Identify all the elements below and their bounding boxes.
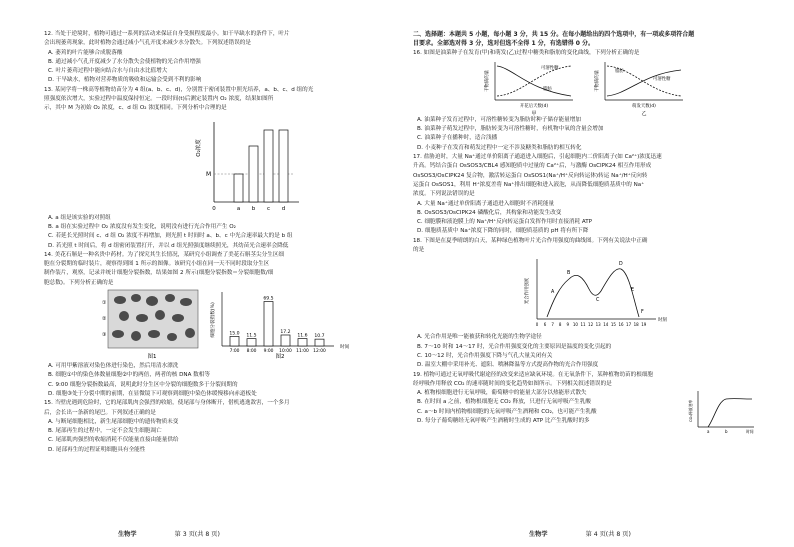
- q16-b-legend-fat: 脂肪: [615, 68, 624, 74]
- page-3-footer: [118, 529, 220, 538]
- q12-option-d: D. 干旱缺水，植物对营养物质的吸收和运输会受到不利的影响: [48, 77, 202, 84]
- q14-category-label: 7:00: [229, 349, 240, 355]
- q18-option-c: C. 10～12 时，光合作用强度下降与气孔大量关闭有关: [417, 352, 553, 359]
- q19-curve-figure: [688, 389, 760, 435]
- q18-point-d: D: [619, 262, 623, 268]
- q13-tick-b: b: [251, 205, 256, 212]
- q16-curve-figures: [413, 58, 753, 116]
- q18-tick-label: 11: [580, 322, 586, 328]
- q14-option-d: D. 细胞③处于分裂中期的前期，在显微镜下可观察到细胞中染色体缓慢移向赤道板处: [48, 390, 257, 397]
- q13-option-c: C. 若延长光照时间 c、d 组 O₂ 浓度不再增加，则光照 t 时间时 a、b、c 中光合速率最大的是 b 组: [48, 233, 293, 240]
- q15-stem-line-2: 后，会长出一条新的尾巴。下列叙述正确的是: [44, 409, 156, 416]
- q13-stem-line-2: 照强度依次增大，实验过程中温度保持恒定。一段时间(t)后测定装置内 O₂ 浓度，结果如图所: [44, 96, 274, 103]
- q18-option-d: D. 温室大棚中采用补光、遮阳、喷淋降温等方式提高作物的光合作用强度: [417, 362, 599, 369]
- q19-x-label: 时间: [746, 428, 754, 434]
- q16-stem: 16. 如图是油菜种子在发育(甲)和萌发(乙)过程中糖类和脂肪的变化曲线，下列分析正确的是: [413, 49, 640, 56]
- q18-curve: [547, 269, 639, 317]
- q14-fig2-caption: 图2: [275, 354, 285, 361]
- q16-figure-b: [593, 62, 683, 116]
- q16-b-ylabel: 干物质的量: [595, 69, 600, 92]
- q13-tick-0: 0: [212, 205, 216, 212]
- q12-stem-line-2: 会出现萎蔫现象，此时植物会通过减小气孔开度来减少水分散失。下列叙述错误的是: [44, 40, 251, 47]
- q13-bar-figure: [44, 114, 384, 214]
- q13-option-a: A. a 组是该实验的对照组: [48, 214, 111, 221]
- footer-page-number: 第 4 页(共 8 页): [585, 531, 631, 538]
- page-4: [397, 0, 794, 547]
- question-13: [44, 86, 389, 251]
- q13-option-b: B. a 组在实验过程中 O₂ 浓度没有发生变化，说明没有进行光合作用产生 O₂: [48, 223, 236, 230]
- q16-figure-a: [483, 62, 573, 116]
- q19-y-label: CO₂释放速率: [688, 399, 693, 422]
- q19-option-a: A. 植物根细胞进行无氧呼吸，葡萄糖中的能量大部分以热能形式散失: [417, 390, 587, 397]
- q19-tick-a: a: [707, 428, 710, 434]
- q14-bar: [264, 302, 273, 346]
- q19-option-b: B. 在时间 a 之前，植物根细胞无 CO₂ 释放，只进行无氧呼吸产生乳酸: [417, 399, 591, 406]
- q14-bar-value-label: 17.2: [280, 330, 291, 336]
- q14-fig1-caption: 图1: [147, 354, 157, 361]
- q15-option-a: A. 与断尾细胞相比，新生尾部细胞中的遗传物质未变: [48, 418, 179, 425]
- q18-tick-label: 14: [603, 322, 609, 328]
- q14-category-label: 9:00: [263, 349, 274, 355]
- q13-stem-line-1: 13. 某同学将一株高等植物幼苗分为 4 组(a、b、c、d)，分别置于密闭装置中照光培养，a、b、c、d 组的光: [44, 86, 314, 93]
- q19-stem-line-1: 19. 植物可通过无氧呼吸代谢途径的改变来适应缺氧环境。在无氧条件下，某种植物幼苗的根细胞: [413, 371, 654, 378]
- q17-stem-line-1: 17. 盐胁迫时，大量 Na⁺通过单价阳离子通道进入细胞后，引起细胞内二价阳离子(如 Ca²⁺)浓度迅速: [413, 154, 662, 161]
- q13-bar-b: [249, 146, 258, 202]
- q14-stem-line-1: 14. 美花石斛是一种名贵中药材。为了探究其生长情况，某研究小组调查了美花石斛茎尖分生区细: [44, 251, 285, 258]
- question-12: [44, 30, 389, 86]
- q14-category-label: 10:00: [279, 349, 292, 355]
- q16-a-legend-sugar: 可溶性糖: [541, 65, 559, 71]
- q14-chart-xlabel: 时间: [340, 345, 350, 351]
- q14-option-c: C. 9:00 细胞分裂指数最高，说明此时分生区中分裂的细胞数多于分裂间期的: [48, 381, 238, 388]
- q18-tick-label: 12: [588, 322, 594, 328]
- q14-stem-line-4: 胞总数)。下列分析正确的是: [44, 279, 114, 286]
- q15-stem-line-1: 15. 当壁虎遇到危险时，它的尾部肌肉会强烈的收缩，使尾部与身体断开，借机逃逸敌害，一个多月: [44, 400, 290, 407]
- q19-stem-line-2: 经呼吸作用释放 CO₂ 的速率随时间的变化趋势如图所示。下列相关叙述错误的是: [413, 380, 612, 387]
- q14-bar: [230, 336, 239, 346]
- q17-stem-line-4: 运蛋白 OsSOS1，利用 H⁺浓度差将 Na⁺排出细胞和进入液泡，从而降低细胞质基质中的 Na⁺: [413, 181, 645, 188]
- q14-bar: [281, 335, 290, 346]
- question-16: [413, 49, 760, 153]
- q13-bar-c: [264, 130, 273, 202]
- question-15: [44, 399, 389, 455]
- page-4-column: [413, 30, 760, 523]
- question-14: [44, 251, 389, 399]
- q19-tick-b: b: [725, 428, 728, 434]
- q18-tick-label: 8: [558, 322, 562, 328]
- q16-a-ylabel: 干物质的量: [485, 69, 490, 92]
- page-4-footer: [529, 529, 631, 538]
- q13-m-label: M: [206, 170, 212, 178]
- q14-stem-line-3: 制作装片，观察，记录并统计细胞分裂指数，结果如图 2 所示(细胞分裂指数＝分裂细胞数/细: [44, 270, 274, 277]
- q17-stem-line-3: OsSOS3/OsCIPK24 复合物，激活转运蛋白 OsSOS1(Na⁺/H⁺反向转运体)转运 Na⁺/H⁺反向转: [413, 172, 648, 179]
- q12-option-b: B. 通过减小气孔开度减少了水分散失会使植物的光合作用增强: [48, 58, 201, 65]
- q18-point-c: C: [596, 298, 600, 304]
- q14-chart-ylabel: 细胞分裂指数(%): [211, 302, 216, 338]
- q18-tick-label: 9: [566, 322, 570, 328]
- q18-stem-line-2: 的是: [413, 247, 425, 254]
- q12-option-a: A. 萎蔫的叶片能够合成脱落酸: [48, 49, 123, 56]
- footer-page-number: 第 3 页(共 8 页): [174, 531, 220, 538]
- q12-stem-line-1: 12. 当处于逆境时，植物可通过一系列的活动来保证自身受损程度最小。如干旱缺水的条件下，叶片: [44, 31, 290, 37]
- q18-point-f: F: [641, 310, 644, 316]
- q17-option-c: C. 细胞膜和液泡膜上的 Na⁺/H⁺反向转运蛋白发挥作用时直接消耗 ATP: [417, 219, 593, 226]
- footer-subject: 生物学: [118, 531, 137, 538]
- section-header-line-1: 二、选择题：本题共 5 小题，每小题 3 分，共 15 分。在每小题给出的四个选项中，有一项或多项符合题: [413, 31, 695, 38]
- q16-option-d: D. 小麦种子在发育和萌发过程中一定不涉及糖类和脂肪的相互转化: [417, 144, 582, 151]
- q14-option-b: B. 细胞①中的染色体数量细胞②中的两倍，两者的核 DNA 数相等: [48, 372, 210, 379]
- q18-x-label: 时刻: [658, 318, 667, 324]
- q14-bar-value-label: 11.5: [246, 333, 257, 339]
- q14-bars: [229, 296, 326, 354]
- q18-ticks: [536, 322, 647, 327]
- q18-tick-label: 15: [610, 322, 616, 328]
- q14-micrograph: [102, 290, 198, 360]
- q13-tick-d: d: [281, 205, 286, 212]
- q15-option-d: D. 尾部再生的过程证明细胞具有全能性: [48, 446, 146, 453]
- q13-option-d: D. 若光照 t 时间后，将 d 组密闭装置打开，并以 d 组光照强度继续照光，其幼苗光合速率会降低: [48, 242, 289, 249]
- q16-b-caption: 乙: [641, 110, 647, 116]
- q19-curve: [708, 398, 752, 426]
- q17-option-d: D. 细胞质基质中 Na⁺浓度下降的同时，细胞质基质的 pH 将有所下降: [417, 228, 589, 235]
- q14-cell-label-3: ③: [102, 332, 107, 339]
- q16-a-caption: 甲: [531, 110, 537, 116]
- q16-a-xlabel: 开花后天数(d): [519, 103, 549, 109]
- q14-bar-value-label: 10.7: [314, 334, 325, 340]
- q13-tick-a: a: [236, 205, 241, 212]
- q19-option-c: C. a～b 时间内植物根细胞的无氧呼吸产生酒精和 CO₂，也可能产生乳酸: [417, 408, 597, 415]
- q14-bar: [315, 339, 324, 346]
- q14-category-label: 11:00: [296, 349, 309, 355]
- question-19: [413, 371, 760, 434]
- section-header-line-2: 目要求。全部选对得 3 分，选对但选不全得 1 分，有选错得 0 分。: [413, 40, 595, 48]
- q13-bar-a: [234, 174, 243, 202]
- q18-tick-label: 16: [618, 322, 624, 328]
- q14-cell-label-2: ②: [102, 316, 107, 323]
- q16-a-legend-fat: 脂肪: [543, 86, 552, 92]
- q18-tick-label: 13: [595, 322, 601, 328]
- q14-bar-value-label: 15.0: [229, 331, 240, 337]
- q15-option-c: C. 尾部肌肉强烈的收缩消耗不仅能量直接由能量供给: [48, 437, 179, 444]
- q18-tick-label: 18: [633, 322, 639, 328]
- q18-option-a: A. 光合作用是唯一能被获和转化光能的生物学途径: [417, 334, 542, 341]
- q14-cell-label-1: ①: [102, 300, 107, 307]
- q16-option-b: B. 油菜种子萌发过程中，脂肪转变为可溶性糖时，有机物中氧的含量会增加: [417, 126, 604, 133]
- q18-tick-label: 10: [572, 322, 578, 328]
- q18-stem-line-1: 18. 下图是在夏季晴朗的白天，某种绿色植物叶片光合作用强度的曲线图。下列有关说法中正确: [413, 237, 648, 244]
- q16-b-xlabel: 萌发天数(d): [632, 103, 656, 109]
- q18-point-e: E: [631, 288, 635, 294]
- q19-option-d: D. 每分子葡萄糖经无氧呼吸产生酒精时生成的 ATP 比产生乳酸时的多: [417, 418, 590, 425]
- q16-option-a: A. 油菜种子发育过程中，可溶性糖转变为脂肪时种子储存能量增加: [417, 116, 581, 123]
- q14-category-label: 8:00: [246, 349, 257, 355]
- q14-bar-chart: [209, 292, 350, 360]
- q18-point-b: B: [567, 271, 571, 277]
- q18-point-a: A: [551, 290, 555, 296]
- q13-tick-c: c: [266, 205, 271, 212]
- q14-bar: [298, 339, 307, 346]
- q18-y-label: 光合作用强度: [525, 278, 530, 305]
- q17-option-a: A. 大量 Na⁺通过单价阳离子通道进入细胞时不消耗能量: [417, 200, 555, 207]
- q18-tick-label: 7: [551, 322, 554, 328]
- q14-bar-value-label: 11.6: [297, 333, 308, 339]
- q13-y-label: O₂浓度: [196, 138, 202, 157]
- question-18: [413, 237, 760, 371]
- q16-option-c: C. 油菜种子在播种时，适合浅播: [417, 135, 498, 142]
- q17-stem-line-2: 升高。钙结合蛋白 OsSOS3/CBL4 感知胞质中过量的 Ca²⁺后，与激酶 OsCIPK24 相互作用形成: [413, 163, 652, 170]
- q14-figures: [44, 288, 384, 362]
- q14-bar-value-label: 69.5: [263, 296, 274, 302]
- q16-b-legend-sugar: 可溶性糖: [653, 76, 671, 82]
- q13-bar-d: [279, 130, 288, 202]
- footer-subject: 生物学: [529, 531, 548, 538]
- page-3-column: [44, 30, 389, 523]
- q16-a-sugar-curve: [497, 66, 571, 96]
- q14-bar: [247, 339, 256, 346]
- question-17: [413, 153, 760, 237]
- q13-stem-line-3: 示，其中 M 为初始 O₂ 浓度，c、d 组 O₂ 浓度相同。下列分析中合理的是: [44, 105, 227, 112]
- q14-category-label: 12:00: [313, 349, 326, 355]
- q18-tick-label: 0: [535, 322, 539, 328]
- q15-option-b: B. 尾部再生的过程中，一定不会发生细胞凋亡: [48, 428, 162, 435]
- q18-tick-label: 19: [641, 322, 647, 328]
- q18-option-b: B. 7～10 时和 14～17 时，光合作用强度变化的主要原因是温度的变化引起的: [417, 343, 612, 350]
- q17-stem-line-5: 浓度。下列说法错误的是: [413, 191, 475, 198]
- q12-option-c: C. 叶片萎蔫过程中能向结合水与自由水比值增大: [48, 68, 168, 75]
- q14-option-a: A. 可用甲紫溶液对染色体进行染色，然后用清水漂洗: [48, 363, 179, 370]
- q18-tick-label: 17: [626, 322, 632, 328]
- q17-option-b: B. OsSOS3/OsCIPK24 磷酸化后，其构象和功能发生改变: [417, 209, 562, 216]
- q18-curve-figure: [413, 255, 753, 333]
- q14-stem-line-2: 胞在分裂期的临时装片，观察得到图 1 所示的图像。该研究小组在同一天不同时段取分生区: [44, 261, 270, 268]
- q18-tick-label: 6: [543, 322, 547, 328]
